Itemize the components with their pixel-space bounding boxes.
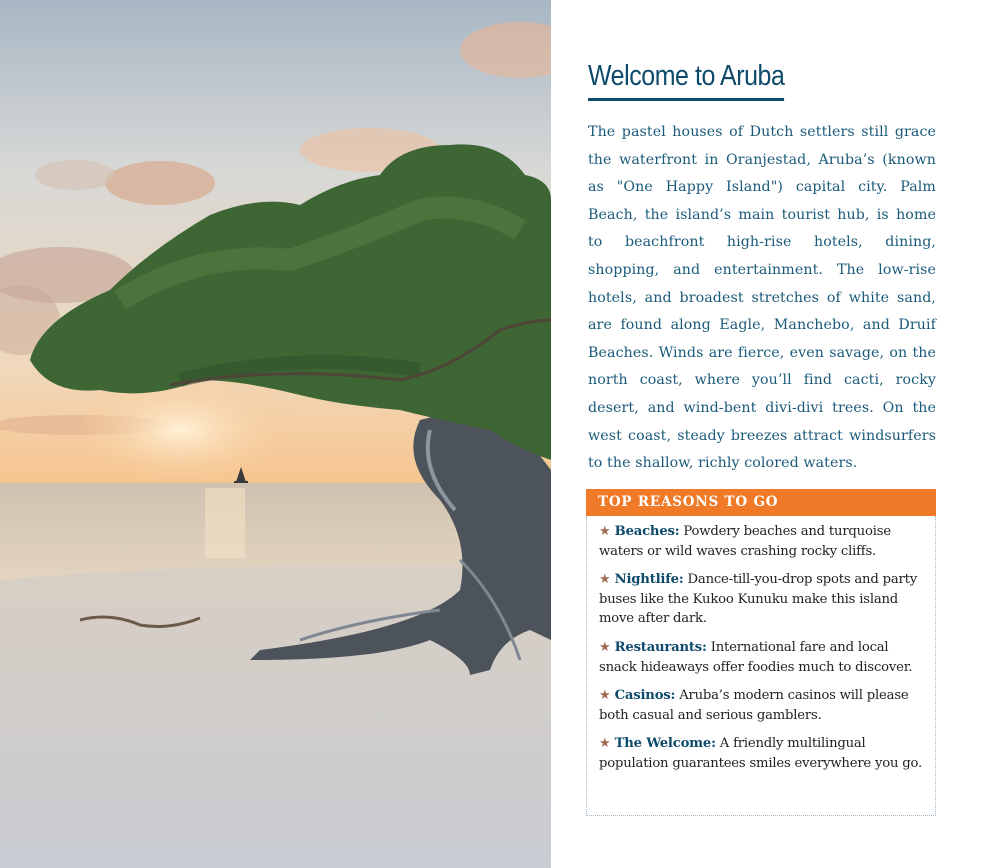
reason-title: Restaurants: — [614, 639, 707, 655]
reason-title: Casinos: — [614, 688, 676, 704]
reason-text: A friendly multilingual population guarantees smiles everywhere you go. — [599, 736, 923, 771]
reason-title: Nightlife: — [614, 572, 684, 588]
reason-item — [599, 734, 925, 773]
top-reasons-box — [586, 489, 936, 817]
top-reasons-header: TOP REASONS TO GO — [586, 489, 936, 516]
reason-item — [599, 638, 925, 677]
top-reasons-list — [586, 516, 936, 816]
reason-title: Beaches: — [614, 524, 680, 539]
reason-item — [599, 570, 925, 629]
intro-paragraph: The pastel houses of Dutch settlers still grace the waterfront in Oranjestad, Aruba’s (known as "One Happy Island") capital city. Palm Beach, the island’s main tourist hub, is home to beachfront high-rise hotels, dining, shopping, and entertainment. The low-rise hotels, and broadest stretches of white sand, are found along Eagle, Manchebo, and Druif Beaches. Winds are fierce, even savage, on the north coast, where you’ll find cacti, rocky desert, and wind-bent divi-divi trees. On the west coast, steady breezes attract windsurfers to the shallow, richly colored waters. — [588, 124, 936, 472]
star-icon: ★ — [599, 572, 611, 588]
star-icon: ★ — [599, 524, 611, 539]
star-icon: ★ — [599, 688, 611, 704]
article — [588, 58, 936, 478]
reason-text: International fare and local snack hideaways offer foodies much to discover. — [599, 639, 913, 675]
reason-item — [599, 686, 925, 725]
page-title: Welcome to Aruba — [588, 58, 784, 101]
star-icon: ★ — [599, 639, 611, 655]
reason-text: Dance-till-you-drop spots and party buses like the Kukoo Kunuku make this island move after dark. — [599, 572, 917, 627]
reason-text: Aruba’s modern casinos will please both casual and serious gamblers. — [599, 688, 909, 723]
reason-text: Powdery beaches and turquoise waters or wild waves crashing rocky cliffs. — [599, 524, 891, 559]
reason-title: The Welcome: — [614, 736, 716, 752]
reason-item — [599, 522, 925, 561]
star-icon: ★ — [599, 736, 611, 752]
